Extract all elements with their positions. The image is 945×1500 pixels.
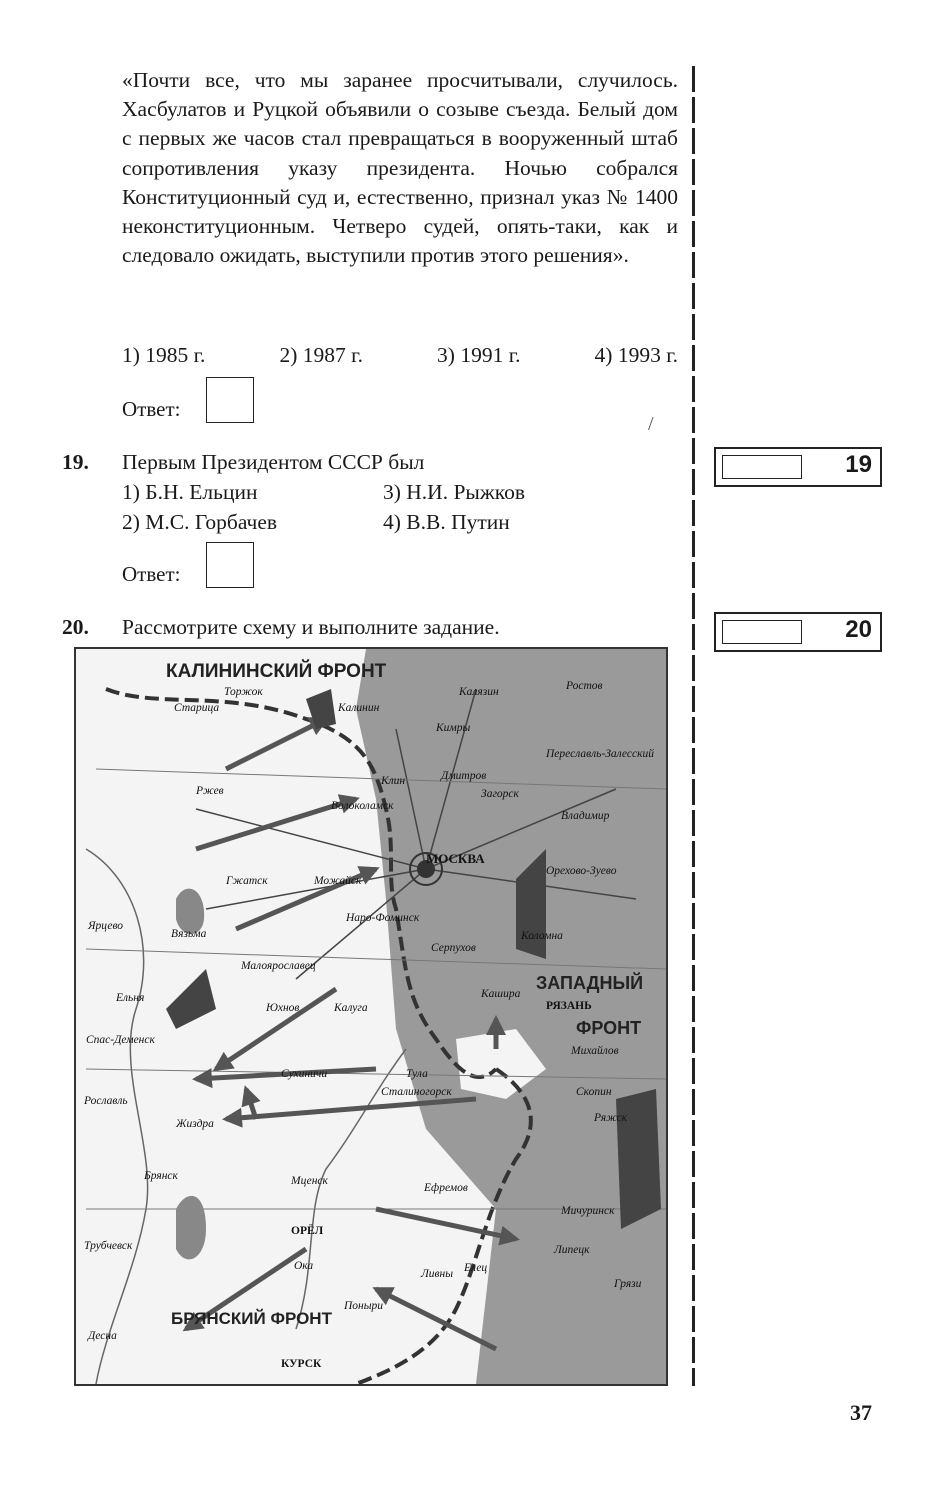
city-staritsa: Старица — [174, 702, 220, 714]
city-yukhnov: Юхнов — [266, 1002, 300, 1014]
city-gzhatsk: Гжатск — [226, 875, 268, 887]
pen-tick-mark: / — [648, 413, 654, 435]
city-yelnya: Ельня — [116, 992, 145, 1004]
city-yartsevo: Ярцево — [88, 920, 124, 932]
city-kalinin: Калинин — [338, 702, 380, 714]
front-label-west-1: ЗАПАДНЫЙ — [536, 973, 644, 993]
city-mikhaylov: Михайлов — [571, 1045, 619, 1057]
q20-text: Рассмотрите схему и выполните задание. — [122, 615, 500, 639]
city-kaluga: Калуга — [334, 1002, 368, 1014]
q20-number: 20. — [62, 615, 89, 639]
city-dmitrov: Дмитров — [441, 770, 487, 782]
city-mtsensk: Мценск — [291, 1175, 328, 1187]
q20-score-box — [714, 612, 882, 652]
city-ryazan: РЯЗАНЬ — [546, 1000, 592, 1012]
q18-option-1: 1) 1985 г. — [122, 343, 206, 367]
city-yelets: Елец — [464, 1262, 488, 1274]
battle-map-svg — [76, 649, 666, 1384]
city-trubchevsk: Трубчевск — [84, 1240, 133, 1252]
margin-dashed-line — [692, 66, 695, 1386]
city-torzhok: Торжок — [224, 686, 263, 698]
city-rzhev: Ржев — [196, 785, 224, 797]
q19-option-1: 1) Б.Н. Ельцин — [122, 480, 258, 504]
city-vladimir: Владимир — [561, 810, 610, 822]
q19-option-3: 3) Н.И. Рыжков — [383, 480, 525, 504]
city-ryazhsk: Ряжск — [594, 1112, 627, 1124]
city-zagorsk: Загорск — [481, 788, 519, 800]
city-moskva: МОСКВА — [426, 851, 485, 866]
city-rostov: Ростов — [566, 680, 603, 692]
q18-option-2: 2) 1987 г. — [279, 343, 363, 367]
city-volokolamsk: Волоколамск — [331, 800, 394, 812]
q20-score-input[interactable] — [722, 620, 802, 644]
city-naro: Наро-Фоминск — [346, 912, 420, 924]
city-livny: Ливны — [421, 1268, 454, 1280]
q19-option-4: 4) В.В. Путин — [383, 510, 510, 534]
city-gryazi: Грязи — [614, 1278, 642, 1290]
q19-option-2: 2) М.С. Горбачев — [122, 510, 278, 534]
q19-number: 19. — [62, 450, 89, 474]
river-label-oka: Ока — [294, 1260, 314, 1272]
city-mozhaysk: Можайск — [314, 875, 362, 887]
city-bryansk: Брянск — [144, 1170, 178, 1182]
city-maloyaroslavets: Малоярославец — [241, 960, 316, 972]
city-sukhinichi: Сухиничи — [281, 1068, 328, 1080]
q19-text: Первым Президентом СССР был — [122, 450, 425, 474]
city-lipetsk: Липецк — [554, 1244, 590, 1256]
q18-options — [122, 343, 678, 368]
q18-option-3: 3) 1991 г. — [437, 343, 521, 367]
q19-answer-label: Ответ: — [122, 562, 181, 586]
q20-score-label: 20 — [845, 616, 872, 643]
river-label-desna: Десна — [88, 1330, 117, 1342]
q19-score-box — [714, 447, 882, 487]
city-yefremov: Ефремов — [424, 1182, 468, 1194]
q19-answer-box[interactable] — [206, 542, 254, 588]
front-label-west-2: ФРОНТ — [576, 1018, 642, 1038]
city-ponyri: Поныри — [344, 1300, 384, 1312]
city-spas-demensk: Спас-Деменск — [86, 1034, 155, 1046]
page-number: 37 — [850, 1400, 872, 1425]
q18-quote: «Почти все, что мы заранее просчитывали, случилось. Хасбулатов и Руцкой объявили о созыве съезда. Белый дом с первых же часов стал превращаться в вооруженный штаб сопротивления указу президента. Ночью собрался Конституционный суд и, естественно, признал указ № 1400 неконституционным. Четверо судей, опять-таки, как и следовало ожидать, выступили против этого решения». — [122, 68, 678, 268]
city-kalyazin: Калязин — [459, 686, 499, 698]
front-label-kalinin: КАЛИНИНСКИЙ ФРОНТ — [166, 661, 387, 682]
city-roslavl: Рославль — [84, 1095, 128, 1107]
city-michurinsk: Мичуринск — [561, 1205, 615, 1217]
city-pereslavl: Переславль-Залесский — [546, 748, 654, 760]
city-orekhovo: Орехово-Зуево — [546, 865, 617, 877]
city-orel: ОРЁЛ — [291, 1225, 324, 1237]
front-label-bryansk: БРЯНСКИЙ ФРОНТ — [171, 1309, 332, 1328]
city-zhizdra: Жиздра — [176, 1118, 214, 1130]
q18-answer-box[interactable] — [206, 377, 254, 423]
city-serpukhov: Серпухов — [431, 942, 476, 954]
city-tula: Тула — [406, 1068, 428, 1080]
q18-option-4: 4) 1993 г. — [594, 343, 678, 367]
q19-score-label: 19 — [845, 451, 872, 478]
city-kolomna: Коломна — [521, 930, 563, 942]
city-kashira: Кашира — [481, 988, 521, 1000]
city-stalinogorsk: Сталиногорск — [381, 1086, 452, 1098]
city-skopin: Скопин — [576, 1086, 612, 1098]
city-vyazma: Вязьма — [171, 928, 207, 940]
city-klin: Клин — [381, 775, 406, 787]
battle-map — [74, 647, 668, 1386]
q18-answer-label: Ответ: — [122, 397, 181, 421]
city-kimry: Кимры — [436, 722, 471, 734]
q19-score-input[interactable] — [722, 455, 802, 479]
city-kursk: КУРСК — [281, 1358, 322, 1370]
